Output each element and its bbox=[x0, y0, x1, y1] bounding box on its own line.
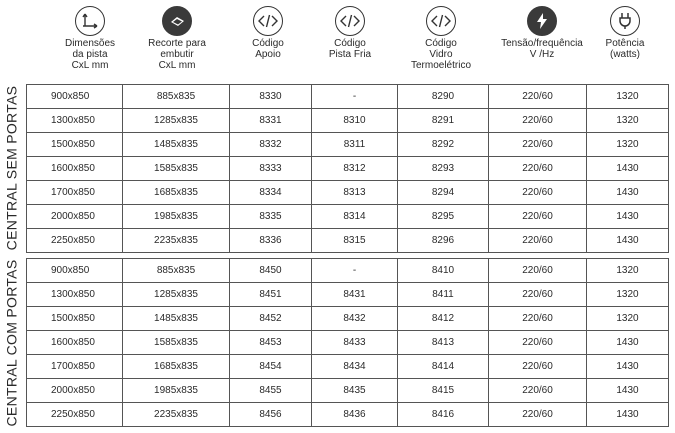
code-cold-cell: 8433 bbox=[312, 331, 398, 355]
header-voltage bbox=[490, 0, 594, 60]
table-com-portas bbox=[26, 258, 669, 427]
header-code-cold bbox=[310, 0, 390, 60]
header-label: Tensão/frequência bbox=[501, 38, 583, 49]
voltage-cell: 220/60 bbox=[489, 133, 587, 157]
header-label: Código bbox=[252, 38, 284, 49]
dimensions-cell: 1500x850 bbox=[27, 307, 123, 331]
table-row bbox=[27, 259, 669, 283]
code-glass-cell: 8293 bbox=[398, 157, 489, 181]
cutout-icon bbox=[162, 6, 192, 36]
code-glass-cell: 8291 bbox=[398, 109, 489, 133]
code-cold-cell: 8310 bbox=[312, 109, 398, 133]
table-row bbox=[27, 379, 669, 403]
code-glass-cell: 8295 bbox=[398, 205, 489, 229]
dimensions-icon bbox=[75, 6, 105, 36]
code-support-cell: 8333 bbox=[230, 157, 312, 181]
header-label: Apoio bbox=[255, 49, 281, 60]
dimensions-cell: 900x850 bbox=[27, 85, 123, 109]
code-glass-cell: 8290 bbox=[398, 85, 489, 109]
code-glass-cell: 8415 bbox=[398, 379, 489, 403]
power-cell: 1430 bbox=[587, 181, 669, 205]
voltage-cell: 220/60 bbox=[489, 205, 587, 229]
dimensions-cell: 2250x850 bbox=[27, 229, 123, 253]
cutout-cell: 2235x835 bbox=[123, 229, 230, 253]
code-support-cell: 8330 bbox=[230, 85, 312, 109]
voltage-cell: 220/60 bbox=[489, 331, 587, 355]
code-cold-cell: 8315 bbox=[312, 229, 398, 253]
table-row bbox=[27, 283, 669, 307]
cutout-cell: 885x835 bbox=[123, 85, 230, 109]
code-cold-cell: - bbox=[312, 259, 398, 283]
dimensions-cell: 900x850 bbox=[27, 259, 123, 283]
header-label: Vidro bbox=[429, 49, 453, 60]
cutout-cell: 1985x835 bbox=[123, 205, 230, 229]
section-label-com-portas bbox=[0, 258, 22, 428]
voltage-cell: 220/60 bbox=[489, 379, 587, 403]
header-label: Dimensões bbox=[64, 38, 116, 49]
code-glass-cell: 8414 bbox=[398, 355, 489, 379]
power-cell: 1320 bbox=[587, 109, 669, 133]
code-cold-cell: 8434 bbox=[312, 355, 398, 379]
table-header bbox=[0, 0, 675, 82]
code-support-cell: 8455 bbox=[230, 379, 312, 403]
dimensions-cell: 1700x850 bbox=[27, 181, 123, 205]
lightning-icon bbox=[527, 6, 557, 36]
table-row bbox=[27, 205, 669, 229]
voltage-cell: 220/60 bbox=[489, 403, 587, 427]
code-cold-cell: 8311 bbox=[312, 133, 398, 157]
code-cold-cell: 8432 bbox=[312, 307, 398, 331]
voltage-cell: 220/60 bbox=[489, 109, 587, 133]
cutout-cell: 1485x835 bbox=[123, 307, 230, 331]
power-cell: 1320 bbox=[587, 283, 669, 307]
plug-icon bbox=[610, 6, 640, 36]
header-cutout bbox=[127, 0, 227, 71]
table-row bbox=[27, 307, 669, 331]
header-label: CxL mm bbox=[71, 60, 109, 71]
dimensions-cell: 2000x850 bbox=[27, 205, 123, 229]
cutout-cell: 1485x835 bbox=[123, 133, 230, 157]
code-cold-cell: 8312 bbox=[312, 157, 398, 181]
table-row bbox=[27, 133, 669, 157]
table-row bbox=[27, 109, 669, 133]
dimensions-cell: 1300x850 bbox=[27, 109, 123, 133]
table-row bbox=[27, 403, 669, 427]
cutout-cell: 1285x835 bbox=[123, 109, 230, 133]
cutout-cell: 2235x835 bbox=[123, 403, 230, 427]
cutout-cell: 1985x835 bbox=[123, 379, 230, 403]
header-label: CxL mm bbox=[158, 60, 196, 71]
power-cell: 1430 bbox=[587, 331, 669, 355]
code-glass-cell: 8413 bbox=[398, 331, 489, 355]
code-support-cell: 8336 bbox=[230, 229, 312, 253]
code-glass-cell: 8410 bbox=[398, 259, 489, 283]
section-label: CENTRAL SEM PORTAS bbox=[3, 85, 19, 251]
code-glass-cell: 8411 bbox=[398, 283, 489, 307]
header-label: Recorte para bbox=[148, 38, 206, 49]
header-code-support bbox=[228, 0, 308, 60]
code-glass-cell: 8294 bbox=[398, 181, 489, 205]
voltage-cell: 220/60 bbox=[489, 307, 587, 331]
code-support-cell: 8454 bbox=[230, 355, 312, 379]
section-label: CENTRAL COM PORTAS bbox=[3, 259, 20, 427]
code-support-cell: 8335 bbox=[230, 205, 312, 229]
header-label: da pista bbox=[72, 49, 108, 60]
code-support-cell: 8331 bbox=[230, 109, 312, 133]
voltage-cell: 220/60 bbox=[489, 181, 587, 205]
code-support-cell: 8332 bbox=[230, 133, 312, 157]
header-label: Código bbox=[334, 38, 366, 49]
voltage-cell: 220/60 bbox=[489, 85, 587, 109]
cutout-cell: 1685x835 bbox=[123, 181, 230, 205]
code-support-cell: 8456 bbox=[230, 403, 312, 427]
power-cell: 1320 bbox=[587, 307, 669, 331]
cutout-cell: 1585x835 bbox=[123, 331, 230, 355]
voltage-cell: 220/60 bbox=[489, 355, 587, 379]
code-cold-cell: 8435 bbox=[312, 379, 398, 403]
code-cold-cell: 8313 bbox=[312, 181, 398, 205]
cutout-cell: 1285x835 bbox=[123, 283, 230, 307]
table-row bbox=[27, 181, 669, 205]
dimensions-cell: 1300x850 bbox=[27, 283, 123, 307]
code-icon bbox=[335, 6, 365, 36]
code-cold-cell: 8314 bbox=[312, 205, 398, 229]
code-icon bbox=[253, 6, 283, 36]
voltage-cell: 220/60 bbox=[489, 229, 587, 253]
table-row bbox=[27, 85, 669, 109]
power-cell: 1320 bbox=[587, 85, 669, 109]
header-power bbox=[587, 0, 663, 60]
dimensions-cell: 1500x850 bbox=[27, 133, 123, 157]
power-cell: 1430 bbox=[587, 205, 669, 229]
header-label: V /Hz bbox=[529, 49, 555, 60]
header-label: embutir bbox=[160, 49, 194, 60]
code-support-cell: 8334 bbox=[230, 181, 312, 205]
header-label: Código bbox=[425, 38, 457, 49]
table-row bbox=[27, 157, 669, 181]
code-support-cell: 8453 bbox=[230, 331, 312, 355]
code-glass-cell: 8296 bbox=[398, 229, 489, 253]
code-glass-cell: 8416 bbox=[398, 403, 489, 427]
dimensions-cell: 1600x850 bbox=[27, 157, 123, 181]
cutout-cell: 1685x835 bbox=[123, 355, 230, 379]
header-label: (watts) bbox=[610, 49, 640, 60]
code-cold-cell: 8436 bbox=[312, 403, 398, 427]
header-code-glass bbox=[401, 0, 481, 71]
section-label-sem-portas bbox=[0, 84, 22, 252]
code-cold-cell: - bbox=[312, 85, 398, 109]
power-cell: 1430 bbox=[587, 157, 669, 181]
power-cell: 1430 bbox=[587, 403, 669, 427]
code-glass-cell: 8292 bbox=[398, 133, 489, 157]
cutout-cell: 1585x835 bbox=[123, 157, 230, 181]
code-support-cell: 8450 bbox=[230, 259, 312, 283]
table-row bbox=[27, 331, 669, 355]
cutout-cell: 885x835 bbox=[123, 259, 230, 283]
table-row bbox=[27, 229, 669, 253]
header-label: Termoelétrico bbox=[410, 60, 472, 71]
code-support-cell: 8451 bbox=[230, 283, 312, 307]
power-cell: 1430 bbox=[587, 229, 669, 253]
code-cold-cell: 8431 bbox=[312, 283, 398, 307]
code-glass-cell: 8412 bbox=[398, 307, 489, 331]
header-label: Pista Fria bbox=[328, 49, 372, 60]
power-cell: 1430 bbox=[587, 379, 669, 403]
dimensions-cell: 2000x850 bbox=[27, 379, 123, 403]
code-icon bbox=[426, 6, 456, 36]
dimensions-cell: 1600x850 bbox=[27, 331, 123, 355]
power-cell: 1320 bbox=[587, 133, 669, 157]
voltage-cell: 220/60 bbox=[489, 283, 587, 307]
voltage-cell: 220/60 bbox=[489, 157, 587, 181]
table-row bbox=[27, 355, 669, 379]
power-cell: 1320 bbox=[587, 259, 669, 283]
dimensions-cell: 2250x850 bbox=[27, 403, 123, 427]
power-cell: 1430 bbox=[587, 355, 669, 379]
dimensions-cell: 1700x850 bbox=[27, 355, 123, 379]
header-label: Potência bbox=[605, 38, 645, 49]
table-sem-portas bbox=[26, 84, 669, 253]
header-dimensions bbox=[40, 0, 140, 71]
voltage-cell: 220/60 bbox=[489, 259, 587, 283]
code-support-cell: 8452 bbox=[230, 307, 312, 331]
